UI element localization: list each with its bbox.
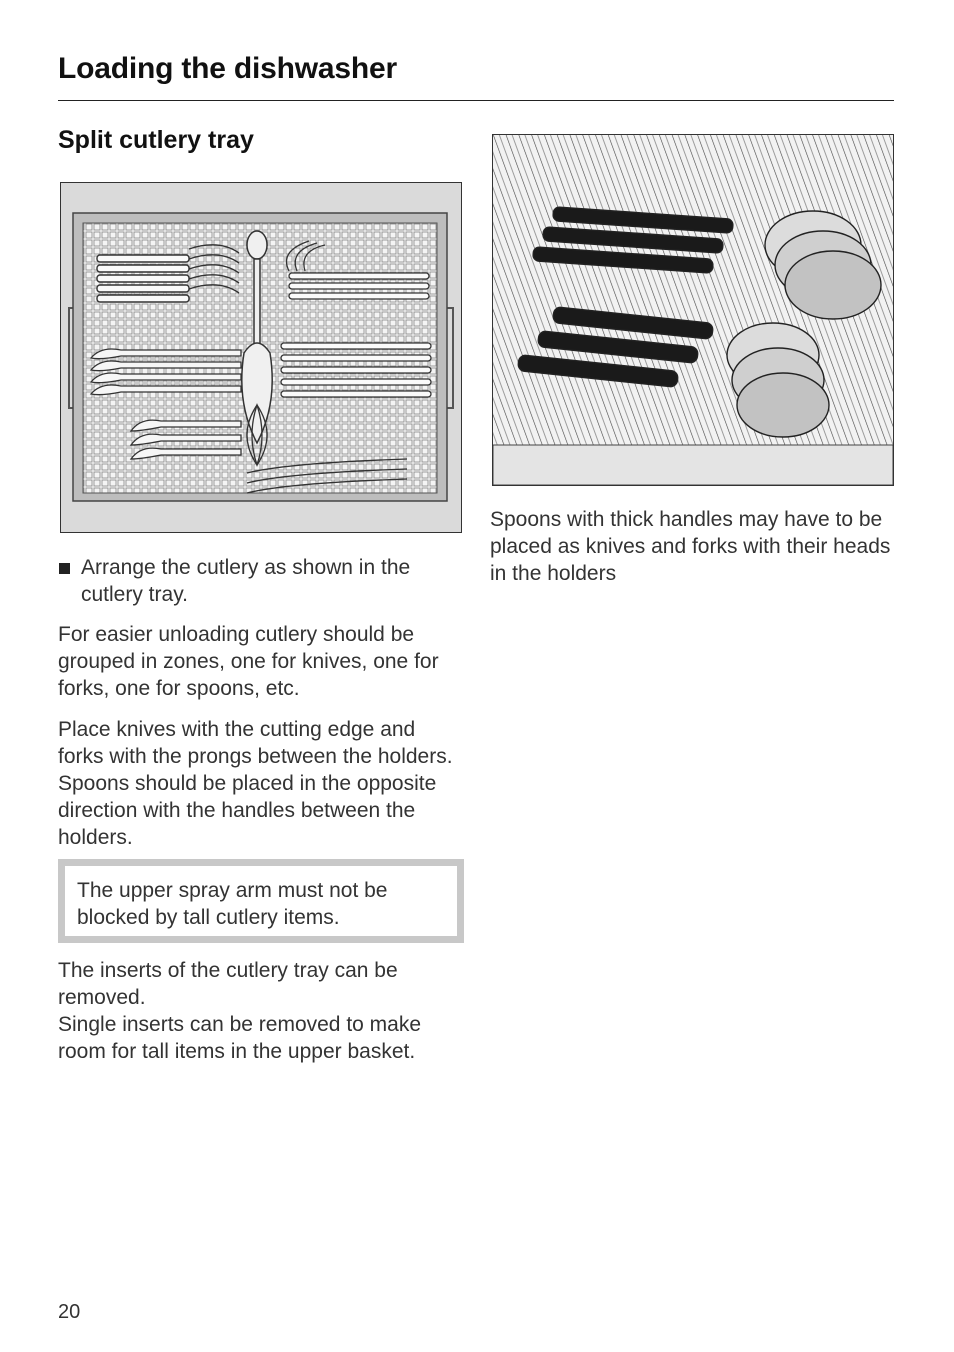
spoon-caption: Spoons with thick handles may have to be placed as knives and forks with their heads in the holders: [490, 508, 891, 585]
cutlery-tray-illustration: [60, 182, 462, 533]
cutlery-tray-drawing: [61, 183, 461, 532]
spoon-holder-drawing: [493, 135, 893, 485]
warning-note-text: The upper spray arm must not be blocked by tall cutlery items.: [77, 879, 388, 929]
paragraph-grouping: For easier unloading cutlery should be grouped in zones, one for knives, one for forks, one for spoons, etc.: [58, 623, 439, 700]
page-number: 20: [58, 1301, 81, 1323]
bullet-square: [59, 563, 70, 574]
bullet-text: Arrange the cutlery as shown in the cutlery tray.: [81, 556, 411, 606]
paragraph-inserts-removable: The inserts of the cutlery tray can be removed.: [58, 959, 398, 1009]
page-title: Loading the dishwasher: [58, 52, 397, 85]
paragraph-single-inserts: Single inserts can be removed to make room for tall items in the upper basket.: [58, 1013, 422, 1063]
section-title: Split cutlery tray: [58, 126, 254, 154]
spoon-holder-illustration: [492, 134, 894, 486]
warning-note-box: [58, 859, 464, 943]
title-divider: [58, 100, 894, 101]
paragraph-placement: Place knives with the cutting edge and forks with the prongs between the holders. Spoons should be placed in the opposite direction with the handles between the holders.: [58, 718, 453, 849]
